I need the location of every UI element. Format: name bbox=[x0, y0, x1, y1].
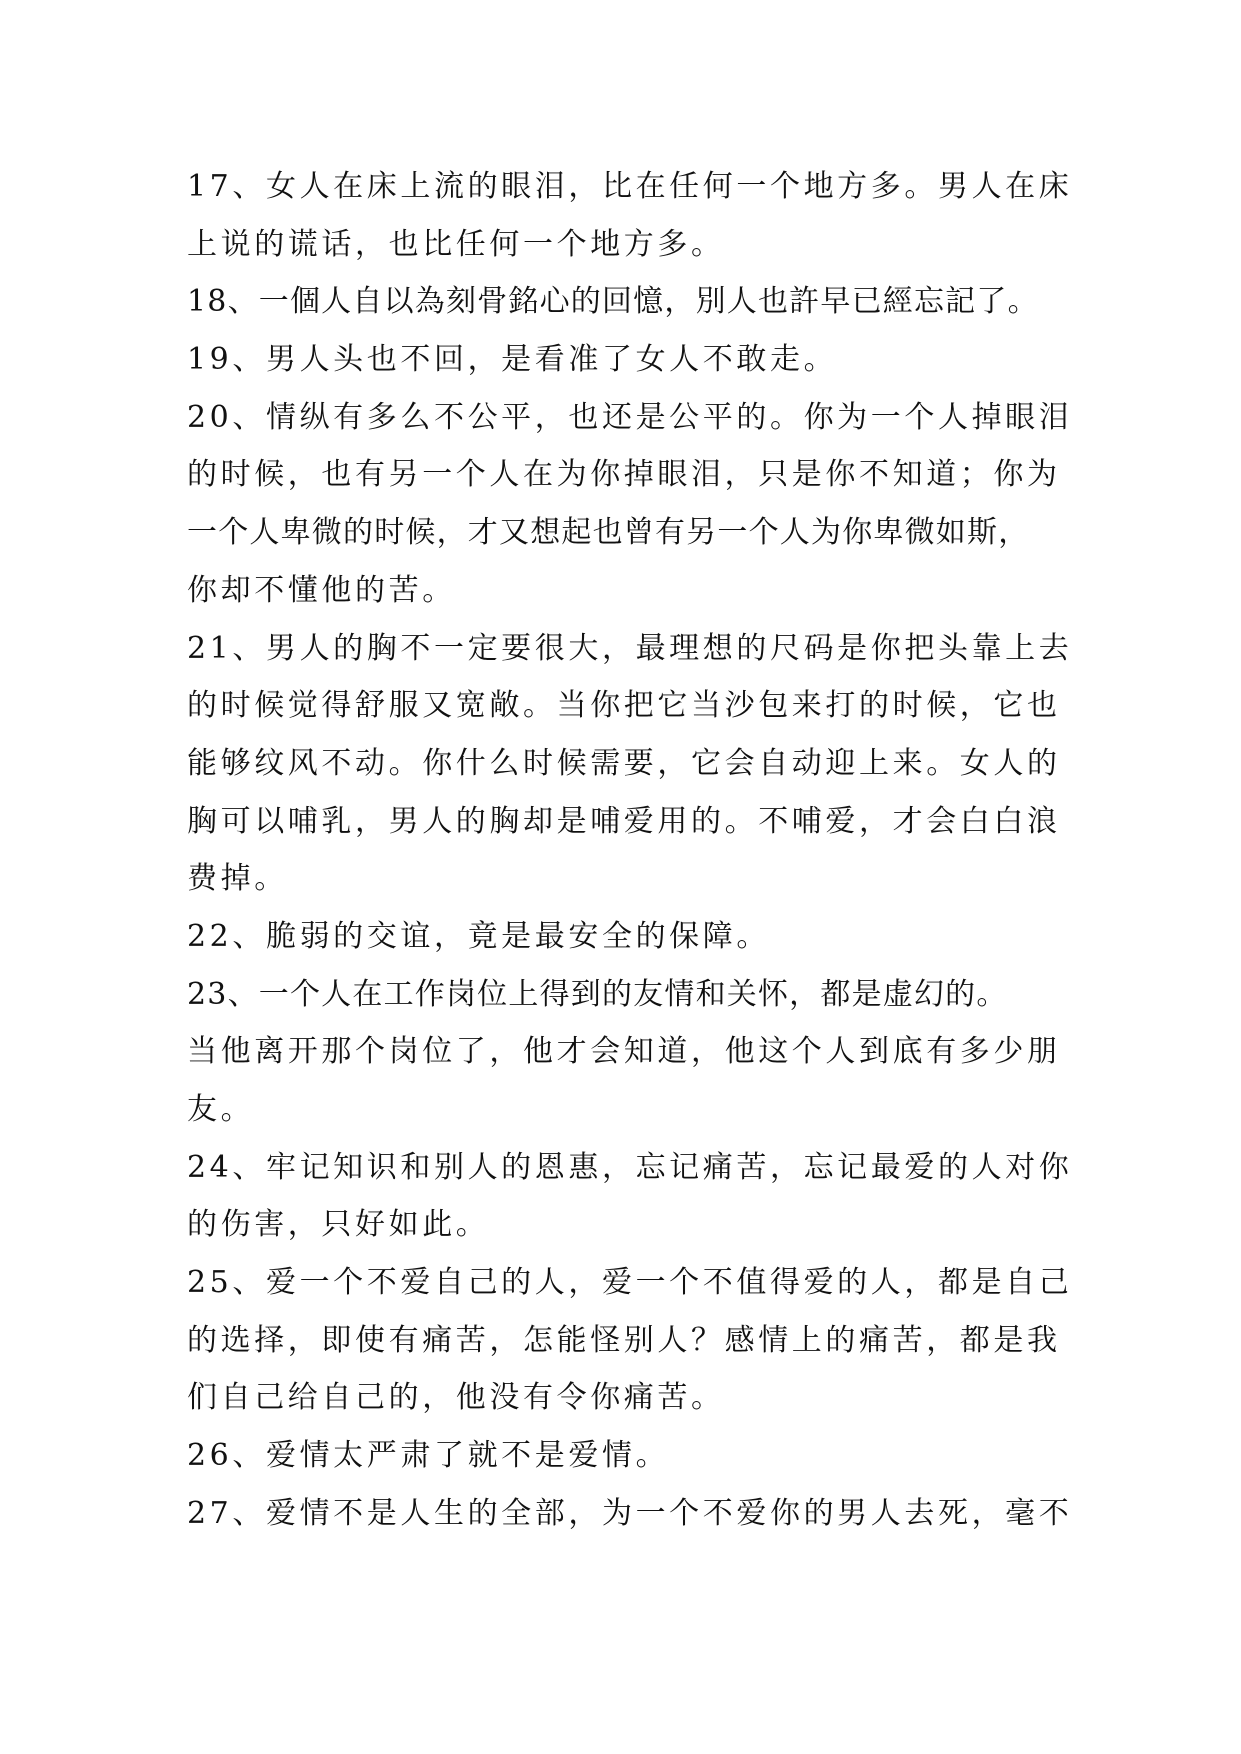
text-line: 19、男人头也不回，是看准了女人不敢走。 bbox=[187, 342, 838, 378]
text-line: 24、牢记知识和别人的恩惠，忘记痛苦，忘记最爱的人对你 bbox=[187, 1149, 1073, 1185]
text-line: 22、脆弱的交谊，竟是最安全的保障。 bbox=[187, 918, 770, 954]
text-line: 23、一个人在工作岗位上得到的友情和关怀，都是虚幻的。 bbox=[187, 976, 1008, 1012]
text-line: 26、爱情太严肃了就不是爱情。 bbox=[187, 1438, 670, 1474]
text-line: 17、女人在床上流的眼泪，比在任何一个地方多。男人在床 bbox=[187, 169, 1073, 204]
text-line: 能够纹风不动。你什么时候需要，它会自动迎上来。女人的 bbox=[187, 745, 1061, 781]
text-line: 当他离开那个岗位了，他才会知道，他这个人到底有多少朋 bbox=[187, 1034, 1061, 1070]
text-line: 上说的谎话，也比任何一个地方多。 bbox=[187, 226, 725, 262]
text-line: 一个人卑微的时候，才又想起也曾有另一个人为你卑微如斯， bbox=[187, 515, 1030, 551]
text-line: 的时候，也有另一个人在为你掉眼泪，只是你不知道；你为 bbox=[187, 457, 1061, 493]
text-line: 费掉。 bbox=[187, 861, 288, 897]
text-line: 21、男人的胸不一定要很大，最理想的尺码是你把头靠上去 bbox=[187, 630, 1073, 666]
text-line: 的选择，即使有痛苦，怎能怪别人？感情上的痛苦，都是我 bbox=[187, 1322, 1061, 1358]
text-line: 27、爱情不是人生的全部，为一个不爱你的男人去死，毫不 bbox=[187, 1495, 1073, 1531]
text-line: 的时候觉得舒服又宽敞。当你把它当沙包来打的时候，它也 bbox=[187, 688, 1061, 724]
text-line: 18、一個人自以為刻骨銘心的回憶，別人也許早已經忘記了。 bbox=[187, 284, 1039, 320]
document-body bbox=[187, 158, 1087, 1543]
text-line: 20、情纵有多么不公平，也还是公平的。你为一个人掉眼泪 bbox=[187, 399, 1073, 435]
text-line: 25、爱一个不爱自己的人，爱一个不值得爱的人，都是自己 bbox=[187, 1265, 1073, 1301]
text-line: 的伤害，只好如此。 bbox=[187, 1207, 490, 1243]
text-line: 胸可以哺乳，男人的胸却是哺爱用的。不哺爱，才会白白浪 bbox=[187, 803, 1061, 839]
text-line: 们自己给自己的，他没有令你痛苦。 bbox=[187, 1380, 725, 1416]
text-line: 友。 bbox=[187, 1092, 255, 1127]
text-line: 你却不懂他的苦。 bbox=[187, 572, 456, 608]
